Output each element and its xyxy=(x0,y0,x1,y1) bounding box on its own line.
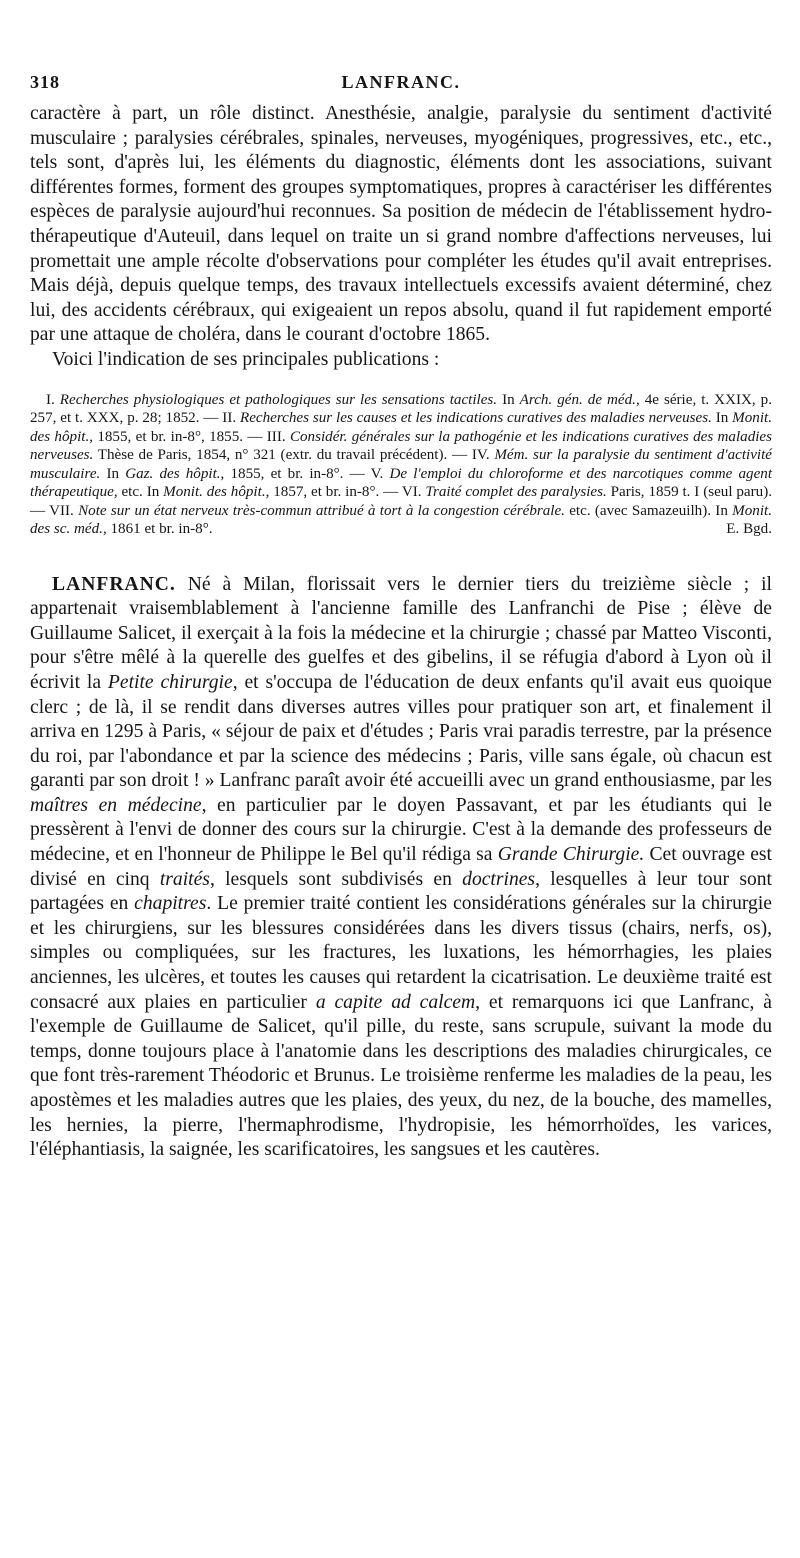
running-title: LANFRANC. xyxy=(341,72,461,92)
entry-italic: a capite ad calcem xyxy=(315,991,476,1013)
biblio-journal: Arch. gén. de méd. xyxy=(519,391,636,408)
biblio-text: etc. In xyxy=(117,484,164,501)
entry-text: , en particulier par le doyen Passavant, et par les étudiants qui le pressèrent à l'envi de donner des cours sur la chirurgie. C'est à la demande des professeurs de médecine, et en l'honneur de Philippe le Bel qu'il rédiga sa xyxy=(30,794,772,866)
biblio-title: Note sur un état nerveux très-commun attribué à tort à la congestion cérébrale. xyxy=(78,502,565,519)
entry-text: , lesquels sont subdivisés en xyxy=(209,868,463,890)
entry-italic: Grande Chirurgie. xyxy=(497,844,645,866)
biblio-title: Mém. sur la paralysie du sentiment d'activité musculaire. xyxy=(30,447,772,482)
biblio-text: I. xyxy=(46,391,60,408)
biblio-journal: Monit. des hôpit. xyxy=(30,410,772,445)
biblio-text: In xyxy=(100,465,126,482)
entry-text: , et s'occupa de l'éducation de deux enfants qu'il avait eus quoique clerc ; de là, il se rendit dans diverses autres villes pour pratiquer son art, et finalement il arriva en 1295 à Paris, « séjour de paix et d'études ; Paris vrai paradis terrestre, par la présence du roi, par l'abondance et par la science des médecins ; Paris, ville sans égale, où chacun est garanti par son droit ! » Lanfranc paraît avoir été accueilli avec un grand enthousiasme, par les xyxy=(30,671,773,792)
biblio-text: etc. (avec Samazeuilh). In xyxy=(564,502,733,519)
biblio-text: In xyxy=(497,391,520,408)
entry-text: Né à Milan, florissait vers le dernier tiers du treizième siècle ; il appartenait vraisemblablement à l'ancienne famille des Lanfranchi de Pise ; élève de Guillaume Salicet, il exerçait à la fois la médecine et la chirurgie ; chassé par Matteo Visconti, pour s'être mêlé à la querelle des guelfes et des gibelins, il se réfugia d'abord à Lyon où il écrivit la xyxy=(30,573,772,693)
entry-headword: LANFRANC. xyxy=(52,573,176,595)
biblio-title: Recherches sur les causes et les indications curatives des maladies nerveuses. xyxy=(239,410,712,427)
lanfranc-entry xyxy=(30,573,772,1163)
page-header xyxy=(30,72,772,102)
bibliography xyxy=(30,391,772,539)
biblio-text: , 4e série, t. XXIX, p. 257, et t. XXX, p. 28; 1852. — II. xyxy=(30,391,772,427)
entry-text: . Le premier traité contient les considérations générales sur la chirurgie et les chirurgiens, sur les blessures considérées dans les divers tissus (chairs, nerfs, os), simples ou compliquées, sur les fractures, les luxations, les hémorrhagies, les plaies anciennes, les ulcères, et toutes les causes qui retardent la cicatrisation. Le deuxième traité est consacré aux plaies en particulier xyxy=(30,893,772,1013)
biblio-text: , 1855, et br. in-8°, 1855. — III. xyxy=(89,428,290,445)
biblio-title: Recherches physiologiques et pathologiques sur les sensations tactiles. xyxy=(59,391,498,408)
author-signature: E. Bgd. xyxy=(726,521,772,538)
biblio-title: De l'emploi du chloroforme et des narcotiques comme agent thérapeutique, xyxy=(30,465,773,501)
entry-italic: doctrines xyxy=(462,868,536,890)
publications-intro: Voici l'indication de ses principales publications : xyxy=(52,348,440,370)
biblio-text: In xyxy=(711,410,733,427)
biblio-text: Thèse de Paris, 1854, n° 321 (extr. du travail précédent). — IV. xyxy=(93,447,495,464)
biblio-text: , 1855, et br. in-8°. — V. xyxy=(220,465,390,482)
biblio-journal: Monit. des sc. méd. xyxy=(30,502,772,538)
biblio-journal: Gaz. des hôpit. xyxy=(125,465,221,482)
entry-italic: Petite chirurgie xyxy=(107,671,233,693)
biblio-title: Considér. générales sur la pathogénie et les indications curatives des maladies nerveuses. xyxy=(30,428,773,464)
article-body xyxy=(30,102,772,373)
page xyxy=(30,72,772,1163)
entry-italic: maîtres en médecine xyxy=(30,794,202,816)
entry-text: , et remarquons ici que Lanfranc, à l'exemple de Guillaume de Salicet, qu'il pille, du reste, sans scrupule, suivant la mode du temps, donne toujours place à l'anatomie dans les descriptions des maladies chirurgicales, ce que font très-rarement Théodoric et Brunus. Le troisième renferme les maladies de la peau, les apostèmes et les maladies autres que les plaies, des yeux, du nez, de la bouche, des mamelles, les hernies, la pierre, l'hermaphrodisme, l'hydropisie, les hémorrhoïdes, les varices, l'éléphantiasis, la saignée, les scarificatoires, les sangsues et les cautères. xyxy=(30,991,772,1161)
page-number: 318 xyxy=(30,72,60,92)
article-end-paragraph: caractère à part, un rôle distinct. Anesthésie, analgie, paralysie du sentiment d'activité musculaire ; paralysies cérébrales, spinales, nerveuses, myogéniques, progressives, etc., etc., tels sont, d'après lui, les éléments du diagnostic, éléments dont les associations, suivant différentes formes, forment des groupes symptomatiques, propres à caractériser les différentes espèces de paralysie aujourd'hui reconnues. Sa position de médecin de l'établissement hydro-thérapeutique d'Auteuil, dans lequel on traite un si grand nombre d'affections nerveuses, lui promettait une ample récolte d'observations pour compléter les études qu'il avait entreprises. Mais déjà, depuis quelque temps, des travaux intellectuels excessifs avaient déterminé, chez lui, des accidents cérébraux, qui exigeaient un repos absolu, quand il fut rapidement emporté par une attaque de choléra, dans le courant d'octobre 1865. xyxy=(30,103,772,346)
biblio-title: Traité complet des paralysies. xyxy=(425,484,607,501)
biblio-text: , 1861 et br. in-8°. xyxy=(102,521,213,538)
biblio-text: Paris, 1859 t. I (seul paru). — VII. xyxy=(30,484,773,519)
biblio-journal: Monit. des hôpit. xyxy=(163,484,266,501)
entry-italic: traités xyxy=(159,868,210,890)
entry-text: Cet ouvrage est divisé en cinq xyxy=(30,844,773,890)
entry-italic: chapitres xyxy=(134,893,207,915)
entry-paragraph xyxy=(30,573,772,1163)
biblio-text: , 1857, et br. in-8°. — VI. xyxy=(265,484,426,501)
entry-text: , lesquelles à leur tour sont partagées en xyxy=(30,868,772,915)
